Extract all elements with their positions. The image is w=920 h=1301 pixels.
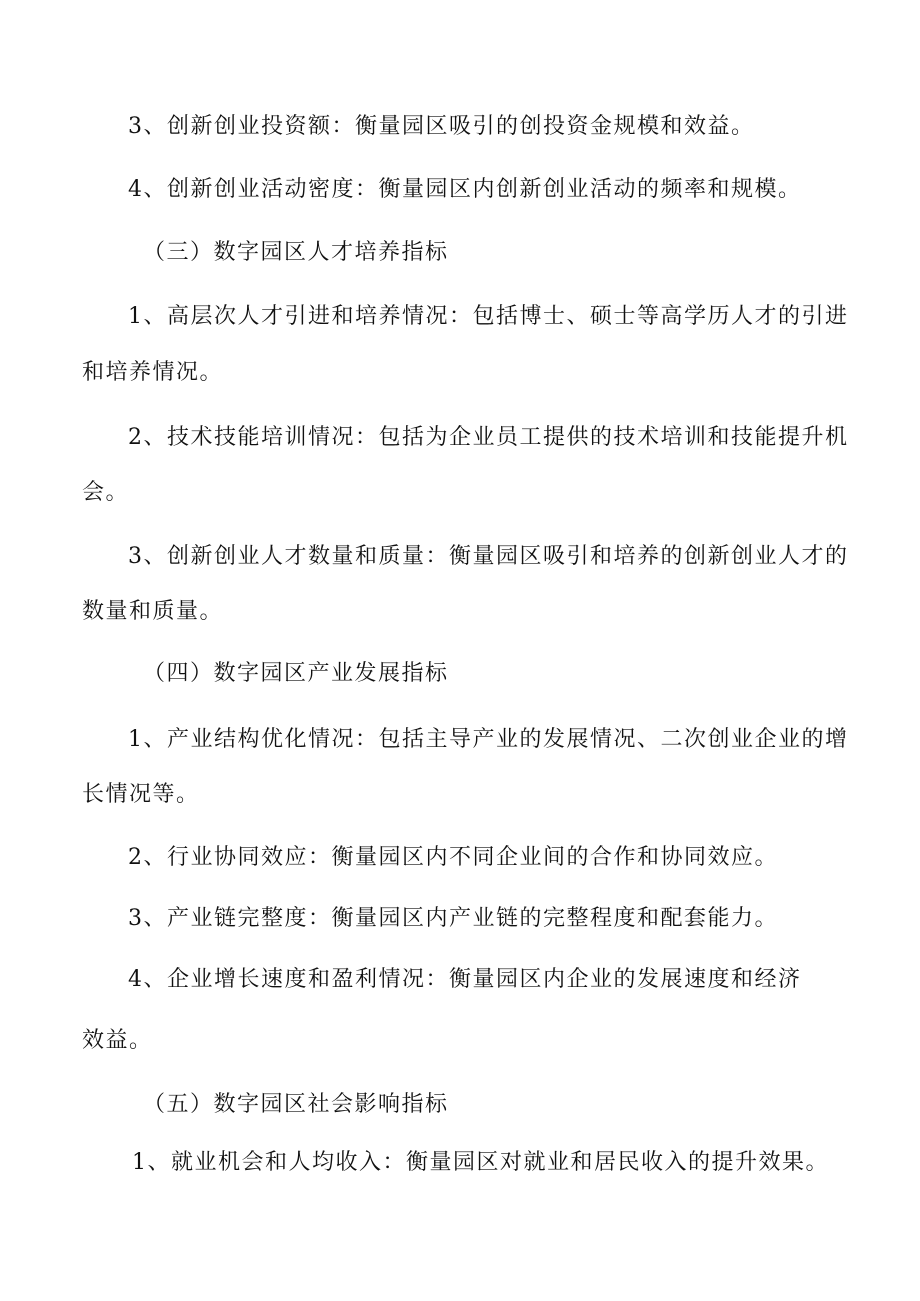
paragraph-high-level-talent-line1: 1、高层次人才引进和培养情况：包括博士、硕士等高学历人才的引进 [128,304,849,329]
paragraph-skills-training-line1: 2、技术技能培训情况：包括为企业员工提供的技术培训和技能提升机 [128,425,849,450]
section-heading-industry: （四）数字园区产业发展指标 [143,661,449,686]
paragraph-investment-amount: 3、创新创业投资额：衡量园区吸引的创投资金规模和效益。 [128,114,755,139]
paragraph-enterprise-growth-line1: 4、企业增长速度和盈利情况：衡量园区内企业的发展速度和经济 [128,967,802,992]
paragraph-talent-quantity-line2: 数量和质量。 [82,599,224,624]
section-heading-talent: （三）数字园区人才培养指标 [143,240,449,265]
paragraph-industry-structure-line2: 长情况等。 [82,782,200,807]
paragraph-industry-synergy: 2、行业协同效应：衡量园区内不同企业间的合作和协同效应。 [128,845,778,870]
paragraph-enterprise-growth-line2: 效益。 [82,1028,153,1053]
paragraph-employment-income: 1、就业机会和人均收入：衡量园区对就业和居民收入的提升效果。 [132,1150,829,1175]
section-heading-social-impact: （五）数字园区社会影响指标 [143,1092,449,1117]
paragraph-industry-structure-line1: 1、产业结构优化情况：包括主导产业的发展情况、二次创业企业的增 [128,727,849,752]
paragraph-skills-training-line2: 会。 [82,480,130,505]
paragraph-talent-quantity-line1: 3、创新创业人才数量和质量：衡量园区吸引和培养的创新创业人才的 [128,544,849,569]
paragraph-activity-density: 4、创新创业活动密度：衡量园区内创新创业活动的频率和规模。 [128,177,802,202]
paragraph-high-level-talent-line2: 和培养情况。 [82,360,224,385]
paragraph-industry-chain: 3、产业链完整度：衡量园区内产业链的完整程度和配套能力。 [128,906,778,931]
